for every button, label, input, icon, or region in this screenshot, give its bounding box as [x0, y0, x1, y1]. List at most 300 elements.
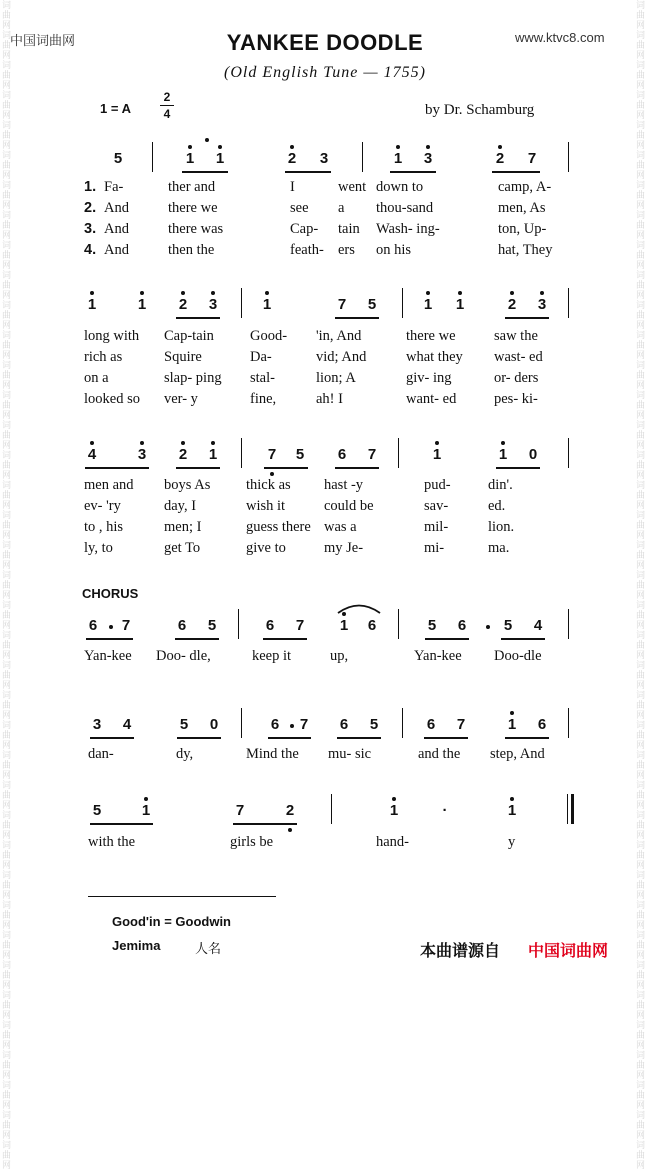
octave-dot: [458, 291, 462, 295]
bar-line: [241, 438, 242, 468]
lyric-syllable: ton, Up-: [498, 221, 547, 237]
lower-octave-dot: [288, 828, 292, 832]
note: 2: [178, 296, 188, 313]
note: 1: [141, 802, 151, 819]
note: 1: [507, 716, 517, 733]
lyric-syllable: giv- ing: [406, 370, 452, 386]
lyric-syllable: girls be: [230, 834, 274, 850]
watermark-char: 词曲网: [2, 600, 12, 630]
watermark-char: 词曲网: [636, 150, 646, 180]
beam: [505, 317, 549, 319]
octave-dot: [140, 441, 144, 445]
bar-line: [568, 708, 569, 738]
beam: [501, 638, 545, 640]
watermark-char-group: [636, 630, 648, 720]
time-signature-bottom: 4: [163, 107, 171, 121]
beam: [335, 317, 379, 319]
watermark-char: 词曲网: [2, 750, 12, 780]
watermark-char: 词曲网: [636, 990, 646, 1020]
octave-dot: [510, 291, 514, 295]
note: 6: [537, 716, 547, 733]
note: 1: [208, 446, 218, 463]
lyric-syllable: slap- ping: [164, 370, 222, 386]
note: 5: [427, 617, 437, 634]
note: 1: [262, 296, 272, 313]
octave-dot: [392, 797, 396, 801]
lyric-syllable: Yan-kee: [414, 648, 462, 664]
watermark-char-group: [2, 360, 14, 450]
watermark-char: 词曲网: [2, 1050, 12, 1080]
note: 1: [393, 150, 403, 167]
bar-line: [568, 438, 569, 468]
chorus-label: CHORUS: [82, 586, 139, 601]
watermark-char-group: [2, 90, 14, 180]
octave-dot: [510, 711, 514, 715]
bar-line: [398, 609, 399, 639]
lyric-syllable: lion; A: [316, 370, 356, 386]
note: 1: [423, 296, 433, 313]
note: 3: [537, 296, 547, 313]
lyric-syllable: could be: [324, 498, 374, 514]
lyric-syllable: there we: [168, 200, 218, 216]
watermark-char: 词曲网: [2, 1140, 12, 1170]
lyric-syllable: hand-: [376, 834, 410, 850]
note: 1: [87, 296, 97, 313]
watermark-char: 词曲网: [2, 450, 12, 480]
watermark-char: 词曲网: [2, 60, 12, 90]
watermark-char: 词曲网: [636, 540, 646, 570]
beam: [335, 467, 379, 469]
lyric-syllable: Da-: [250, 349, 272, 365]
watermark-char-group: [636, 360, 648, 450]
watermark-char: 词曲网: [636, 480, 646, 510]
watermark-char: 词曲网: [636, 240, 646, 270]
watermark-char-group: [2, 270, 14, 360]
beam: [86, 638, 133, 640]
note: 3: [137, 446, 147, 463]
beam: [175, 638, 219, 640]
bar-line: [568, 142, 569, 172]
watermark-char: 词曲网: [636, 810, 646, 840]
lyric-syllable: boys As: [164, 477, 211, 493]
watermark-char: 词曲网: [636, 210, 646, 240]
watermark-char: 词曲网: [636, 900, 646, 930]
lyric-syllable: Cap-tain: [164, 328, 214, 344]
watermark-char: 词曲网: [636, 1140, 646, 1170]
lyric-syllable: ev- 'ry: [84, 498, 121, 514]
octave-dot: [140, 291, 144, 295]
beam: [263, 638, 307, 640]
watermark-char: 词曲网: [636, 1110, 646, 1140]
lyric-syllable: mu- sic: [328, 746, 372, 762]
watermark-char-group: [636, 720, 648, 810]
lyric-syllable: 2.: [84, 200, 97, 216]
lyric-syllable: to , his: [84, 519, 124, 535]
watermark-char-group: [636, 810, 648, 900]
time-signature-divider: [160, 105, 174, 106]
bar-line: [152, 142, 153, 172]
beam: [337, 737, 381, 739]
beam: [176, 317, 220, 319]
lyric-syllable: Mind the: [246, 746, 299, 762]
lyric-syllable: and the: [418, 746, 461, 762]
lyric-syllable: mi-: [424, 540, 445, 556]
lyric-syllable: fine,: [250, 391, 277, 407]
lyric-syllable: or- ders: [494, 370, 539, 386]
note: 3: [319, 150, 329, 167]
note: 1: [432, 446, 442, 463]
lyric-syllable: on a: [84, 370, 109, 386]
bar-line: [331, 794, 332, 824]
watermark-char: 词曲网: [2, 90, 12, 120]
lyric-syllable: men and: [84, 477, 134, 493]
augmentation-dot: [109, 625, 113, 629]
lyric-syllable: Doo-dle: [494, 648, 542, 664]
octave-dot: [90, 291, 94, 295]
lyric-syllable: there was: [168, 221, 224, 237]
lyric-syllable: Yan-kee: [84, 648, 132, 664]
octave-dot: [540, 291, 544, 295]
lyric-syllable: went: [338, 179, 367, 195]
beam: [268, 737, 311, 739]
octave-dot: [144, 797, 148, 801]
bar-line: [402, 288, 403, 318]
watermark-char: 词曲网: [2, 1020, 12, 1050]
footnote-divider: [88, 896, 276, 897]
note: 1: [185, 150, 195, 167]
lyric-syllable: Wash- ing-: [376, 221, 440, 237]
watermark-char: 词曲网: [2, 690, 12, 720]
watermark-char: 词曲网: [636, 840, 646, 870]
note: 5: [367, 296, 377, 313]
lyric-syllable: mil-: [424, 519, 449, 535]
beam: [424, 737, 468, 739]
note: 5: [207, 617, 217, 634]
note: 2: [507, 296, 517, 313]
lyric-syllable: camp, A-: [498, 179, 552, 195]
beam: [85, 467, 149, 469]
beam: [182, 171, 228, 173]
note: 2: [287, 150, 297, 167]
watermark-char: 词曲网: [2, 780, 12, 810]
lyric-syllable: then the: [168, 242, 215, 258]
lyric-syllable: Cap-: [290, 221, 319, 237]
watermark-char-group: [2, 540, 14, 630]
note: 5: [503, 617, 513, 634]
beam: [390, 171, 436, 173]
lyric-syllable: ed.: [488, 498, 506, 514]
beam: [285, 171, 331, 173]
note: 0: [209, 716, 219, 733]
watermark-char: 词曲网: [636, 630, 646, 660]
lyric-syllable: keep it: [252, 648, 292, 664]
lyric-syllable: thick as: [246, 477, 291, 493]
watermark-char-group: [2, 630, 14, 720]
note: 1: [137, 296, 147, 313]
octave-dot: [498, 145, 502, 149]
watermark-char: 词曲网: [636, 360, 646, 390]
note: 1: [498, 446, 508, 463]
watermark-char: 词曲网: [2, 150, 12, 180]
octave-dot: [510, 797, 514, 801]
lyric-syllable: looked so: [84, 391, 140, 407]
lyric-syllable: Doo- dle,: [156, 648, 211, 664]
lyric-syllable: hast -y: [324, 477, 364, 493]
lyric-syllable: ly, to: [84, 540, 113, 556]
lyric-syllable: guess there: [246, 519, 311, 535]
octave-dot: [265, 291, 269, 295]
watermark-char: 词曲网: [636, 600, 646, 630]
note: 4: [533, 617, 543, 634]
bar-line: [568, 288, 569, 318]
watermark-char-group: [636, 540, 648, 630]
note: 7: [121, 617, 131, 634]
note: 4: [87, 446, 97, 463]
note: 7: [235, 802, 245, 819]
right-watermark-column: [636, 0, 648, 1170]
footnote-jemima-term: Jemima: [112, 938, 161, 953]
lyric-syllable: step, And: [490, 746, 545, 762]
note: 1: [455, 296, 465, 313]
bar-line: [362, 142, 363, 172]
augmentation-dot: [486, 625, 490, 629]
note: 7: [299, 716, 309, 733]
octave-dot: [501, 441, 505, 445]
watermark-char: 词曲网: [636, 300, 646, 330]
beam: [90, 737, 134, 739]
octave-dot: [181, 291, 185, 295]
bar-line: [238, 609, 239, 639]
lyric-syllable: pud-: [424, 477, 451, 493]
note: 7: [527, 150, 537, 167]
watermark-char-group: [2, 180, 14, 270]
lyric-syllable: ers: [338, 242, 355, 258]
watermark-char: 词曲网: [636, 0, 646, 30]
watermark-char: 词曲网: [2, 840, 12, 870]
watermark-char: 词曲网: [636, 510, 646, 540]
watermark-char: 词曲网: [2, 420, 12, 450]
note: 6: [270, 716, 280, 733]
lyric-syllable: And: [104, 242, 129, 258]
watermark-char: 词曲网: [2, 720, 12, 750]
watermark-char: 词曲网: [2, 330, 12, 360]
lyric-syllable: men; I: [164, 519, 202, 535]
note: 6: [88, 617, 98, 634]
note: 5: [92, 802, 102, 819]
beam: [425, 638, 469, 640]
watermark-char: 词曲网: [636, 1020, 646, 1050]
lyric-syllable: thou-sand: [376, 200, 434, 216]
watermark-char: 词曲网: [636, 780, 646, 810]
beam: [233, 823, 297, 825]
lyric-syllable: rich as: [84, 349, 123, 365]
note: 2: [495, 150, 505, 167]
slur-curve: [338, 606, 380, 614]
watermark-char: 词曲网: [636, 1050, 646, 1080]
watermark-char: 词曲网: [2, 360, 12, 390]
octave-dot: [290, 145, 294, 149]
watermark-char-group: [636, 900, 648, 990]
lyric-syllable: din'.: [488, 477, 513, 493]
watermark-char: 词曲网: [2, 390, 12, 420]
bar-line: [402, 708, 403, 738]
note: 6: [177, 617, 187, 634]
note: 7: [367, 446, 377, 463]
note: 5: [113, 150, 123, 167]
note: 5: [179, 716, 189, 733]
lyric-syllable: And: [104, 200, 129, 216]
lyric-syllable: vid; And: [316, 349, 367, 365]
watermark-char: 词曲网: [636, 60, 646, 90]
watermark-char: 词曲网: [2, 900, 12, 930]
source-label: 本曲谱源自: [420, 943, 501, 960]
lyric-syllable: day, I: [164, 498, 197, 514]
octave-dot: [435, 441, 439, 445]
time-signature: [160, 90, 174, 121]
lyric-syllable: want- ed: [406, 391, 457, 407]
watermark-char: 词曲网: [636, 570, 646, 600]
watermark-char: 词曲网: [636, 750, 646, 780]
octave-dot: [211, 291, 215, 295]
bar-line: [241, 708, 242, 738]
watermark-char: 词曲网: [636, 330, 646, 360]
lyric-syllable: 3.: [84, 221, 97, 237]
lyric-syllable: give to: [246, 540, 286, 556]
lyric-syllable: on his: [376, 242, 412, 258]
watermark-char: 词曲网: [2, 630, 12, 660]
note: 6: [337, 446, 347, 463]
watermark-char: 词曲网: [2, 810, 12, 840]
watermark-char: 词曲网: [636, 1080, 646, 1110]
octave-dot: [181, 441, 185, 445]
bar-line: [241, 288, 242, 318]
lyric-syllable: Good-: [250, 328, 288, 344]
watermark-right: www.ktvc8.com: [515, 30, 605, 45]
lyric-syllable: ver- y: [164, 391, 198, 407]
lyric-syllable: ah! I: [316, 391, 343, 407]
watermark-char-group: [636, 990, 648, 1080]
final-bar-line: [571, 794, 574, 824]
octave-dot: [396, 145, 400, 149]
watermark-char: 词曲网: [636, 690, 646, 720]
bar-line: [567, 794, 568, 824]
watermark-char: 词曲网: [636, 270, 646, 300]
watermark-char: 词曲网: [2, 210, 12, 240]
lyric-syllable: dy,: [176, 746, 194, 762]
watermark-char-group: [636, 180, 648, 270]
note: 3: [423, 150, 433, 167]
watermark-char-group: [636, 1080, 648, 1170]
watermark-left: 中国词曲网: [10, 33, 76, 48]
bar-line: [568, 609, 569, 639]
watermark-char: 词曲网: [2, 660, 12, 690]
lyric-syllable: long with: [84, 328, 140, 344]
lyric-syllable: sav-: [424, 498, 449, 514]
note: 2: [178, 446, 188, 463]
watermark-char: 词曲网: [636, 390, 646, 420]
lyric-syllable: 1.: [84, 179, 97, 195]
note: 1: [339, 617, 349, 634]
note: 3: [92, 716, 102, 733]
watermark-char: 词曲网: [2, 570, 12, 600]
lyric-syllable: saw the: [494, 328, 538, 344]
note: 7: [295, 617, 305, 634]
watermark-char: 词曲网: [2, 30, 12, 60]
beam: [505, 737, 549, 739]
watermark-char: 词曲网: [2, 120, 12, 150]
lyric-syllable: get To: [164, 540, 201, 556]
lyric-syllable: what they: [406, 349, 463, 365]
note: 1: [389, 802, 399, 819]
beam: [90, 823, 153, 825]
watermark-char: 词曲网: [2, 180, 12, 210]
augmentation-dot: [290, 724, 294, 728]
lyric-syllable: ther and: [168, 179, 216, 195]
lyric-syllable: tain: [338, 221, 360, 237]
lower-octave-dot: [270, 472, 274, 476]
watermark-char: 词曲网: [636, 420, 646, 450]
lyric-syllable: wast- ed: [494, 349, 543, 365]
lyric-syllable: Squire: [164, 349, 202, 365]
watermark-char: 词曲网: [2, 540, 12, 570]
watermark-char: 词曲网: [2, 1110, 12, 1140]
note: 3: [208, 296, 218, 313]
beam: [496, 467, 540, 469]
watermark-char-group: [2, 810, 14, 900]
note: 6: [426, 716, 436, 733]
watermark-char: 词曲网: [636, 120, 646, 150]
watermark-char: 词曲网: [636, 30, 646, 60]
lyric-syllable: men, As: [498, 200, 546, 216]
octave-dot: [188, 145, 192, 149]
watermark-char: 词曲网: [636, 960, 646, 990]
lyric-syllable: 4.: [84, 242, 97, 258]
lyric-syllable: up,: [330, 648, 349, 664]
footnote-jemima-def: 人名: [195, 941, 222, 956]
watermark-char: 词曲网: [2, 480, 12, 510]
watermark-char: 词曲网: [2, 930, 12, 960]
note: 1: [215, 150, 225, 167]
octave-dot: [205, 138, 209, 142]
note: 5: [295, 446, 305, 463]
watermark-char: 词曲网: [636, 720, 646, 750]
footnote-goodin: Good'in = Goodwin: [112, 914, 231, 929]
watermark-char: 词曲网: [2, 240, 12, 270]
note: 7: [337, 296, 347, 313]
watermark-char: 词曲网: [2, 300, 12, 330]
octave-dot: [90, 441, 94, 445]
watermark-char-group: [2, 720, 14, 810]
beam: [492, 171, 540, 173]
key-signature: 1 = A: [100, 101, 131, 116]
lyric-syllable: pes- ki-: [494, 391, 538, 407]
lyric-syllable: my Je-: [324, 540, 364, 556]
slur: [334, 600, 384, 614]
lyric-syllable: And: [104, 221, 129, 237]
watermark-char-group: [636, 450, 648, 540]
lyric-syllable: with the: [88, 834, 136, 850]
octave-dot: [218, 145, 222, 149]
octave-dot: [426, 291, 430, 295]
note: 6: [367, 617, 377, 634]
lyric-syllable: dan-: [88, 746, 114, 762]
lyric-syllable: there we: [406, 328, 456, 344]
watermark-char: 词曲网: [636, 450, 646, 480]
lyric-syllable: wish it: [246, 498, 286, 514]
source-site: 中国词曲网: [528, 943, 609, 960]
watermark-char: 词曲网: [2, 1080, 12, 1110]
watermark-char: 词曲网: [636, 180, 646, 210]
